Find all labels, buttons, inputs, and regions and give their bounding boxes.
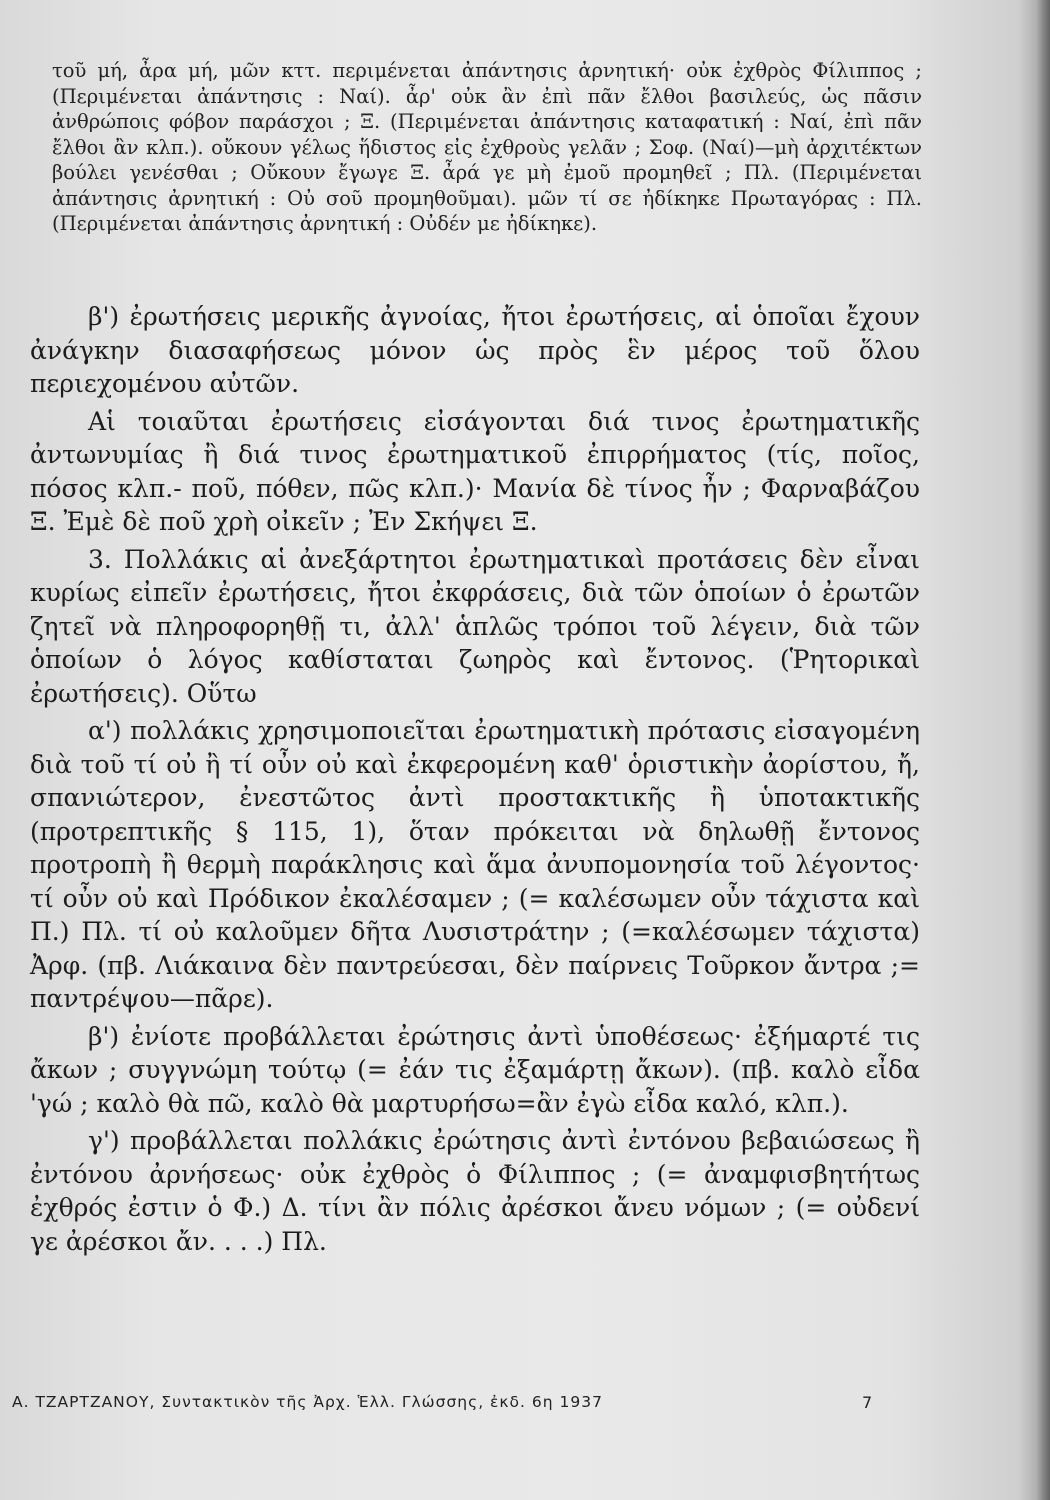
page-number: 7 [862, 1393, 873, 1412]
paragraph-section-b-continued: Αἱ τοιαῦται ἐρωτήσεις εἰσάγονται διά τινος ἐρωτηματικῆς ἀντωνυμίας ἢ διά τινος ἐρωτηματικοῦ ἐπιρρήματος (τίς, ποῖος, πόσος κλπ.- ποῦ, πόθεν, πῶς κλπ.)· Μανία δὲ τίνος ἦν ; Φαρναβάζου Ξ. Ἐμὲ δὲ ποῦ χρὴ οἰκεῖν ; Ἐν Σκήψει Ξ. [30, 406, 920, 536]
paragraph-section-3a: α') πολλάκις χρησιμοποιεῖται ἐρωτηματικὴ πρότασις εἰσαγομένη διὰ τοῦ τί οὐ ἢ τί οὖν οὐ καὶ ἐκφερομένη καθ' ὁριστικὴν ἀορίστου, ἤ, σπανιώτερον, ἐνεστῶτος ἀντὶ προστακτικῆς ἢ ὑποτακτικῆς (προτρεπτικῆς § 115, 1), ὅταν πρόκειται νὰ δηλωθῇ ἔντονος προτροπὴ ἢ θερμὴ παράκλησις καὶ ἅμα ἀνυπομονησία τοῦ λέγοντος· τί οὖν οὐ καὶ Πρόδικον ἐκαλέσαμεν ; (= καλέσωμεν οὖν τάχιστα καὶ Π.) Πλ. τί οὐ καλοῦμεν δῆτα Λυσιστράτην ; (=καλέσωμεν τάχιστα) Ἀρφ. (πβ. Λιάκαινα δὲν παντρεύεσαι, δὲν παίρνεις Τοῦρκον ἄντρα ;= παντρέψου—πᾶρε). [30, 716, 920, 1013]
intro-small-text-block [52, 58, 922, 237]
paragraph-section-3c: γ') προβάλλεται πολλάκις ἐρώτησις ἀντὶ ἐντόνου βεβαιώσεως ἢ ἐντόνου ἀρνήσεως· οὐκ ἐχθρὸς ὁ Φίλιππος ; (= ἀναμφισβητήτως ἐχθρός ἐστιν ὁ Φ.) Δ. τίνι ἂν πόλις ἀρέσκοι ἄνευ νόμων ; (= οὐδενί γε ἀρέσκοι ἄν. . . .) Πλ. [30, 1126, 920, 1256]
paragraph-section-3: 3. Πολλάκις αἱ ἀνεξάρτητοι ἐρωτηματικαὶ προτάσεις δὲν εἶναι κυρίως εἰπεῖν ἐρωτήσεις, ἤτοι ἐκφράσεις, διὰ τῶν ὁποίων ὁ ἐρωτῶν ζητεῖ νὰ πληροφορηθῇ τι, ἀλλ' ἁπλῶς τρόποι τοῦ λέγειν, διὰ τῶν ὁποίων ὁ λόγος καθίσταται ζωηρὸς καὶ ἔντονος. (Ῥητορικαὶ ἐρωτήσεις). Οὕτω [30, 544, 920, 708]
paragraph-section-3b: β') ἐνίοτε προβάλλεται ἐρώτησις ἀντὶ ὑποθέσεως· ἐξήμαρτέ τις ἄκων ; συγγνώμη τούτῳ (= ἐάν τις ἐξαμάρτῃ ἄκων). (πβ. καλὸ εἶδα 'γώ ; καλὸ θὰ πῶ, καλὸ θὰ μαρτυρήσω=ἂν ἐγὼ εἶδα καλό, κλπ.). [30, 1021, 920, 1118]
paragraph-section-b: β') ἐρωτήσεις μερικῆς ἀγνοίας, ἤτοι ἐρωτήσεις, αἱ ὁποῖαι ἔχουν ἀνάγκην διασαφήσεως μόνον ὡς πρὸς ἓν μέρος τοῦ ὅλου περιεχομένου αὐτῶν. [30, 302, 920, 398]
main-text-body [30, 300, 920, 1258]
intro-paragraph: τοῦ μή, ἆρα μή, μῶν κττ. περιμένεται ἀπάντησις ἀρνητική· οὐκ ἐχθρὸς Φίλιππος ; (Περιμένεται ἀπάντησις : Ναί). ἆρ' οὐκ ἂν ἐπὶ πᾶν ἔλθοι βασιλεύς, ὡς πᾶσιν ἀνθρώποις φόβον παράσχοι ; Ξ. (Περιμένεται ἀπάντησις καταφατική : Ναί, ἐπὶ πᾶν ἔλθοι ἂν κλπ.). οὔκουν γέλως ἥδιστος εἰς ἐχθροὺς γελᾶν ; Σοφ. (Ναί)—μὴ ἀρχιτέκτων βούλει γενέσθαι ; Οὔκουν ἔγωγε Ξ. ἆρά γε μὴ ἐμοῦ προμηθεῖ ; Πλ. (Περιμένεται ἀπάντησις ἀρνητική : Οὐ σοῦ προμηθοῦμαι). μῶν τί σε ἠδίκηκε Πρωταγόρας : Πλ. (Περιμένεται ἀπάντησις ἀρνητική : Οὐδέν με ἠδίκηκε). [52, 59, 922, 235]
page-footer: Α. ΤΖΑΡΤΖΑΝΟΥ, Συντακτικὸν τῆς Ἀρχ. Ἑλλ. Γλώσσης, ἐκδ. 6η 1937 [12, 1393, 603, 1411]
